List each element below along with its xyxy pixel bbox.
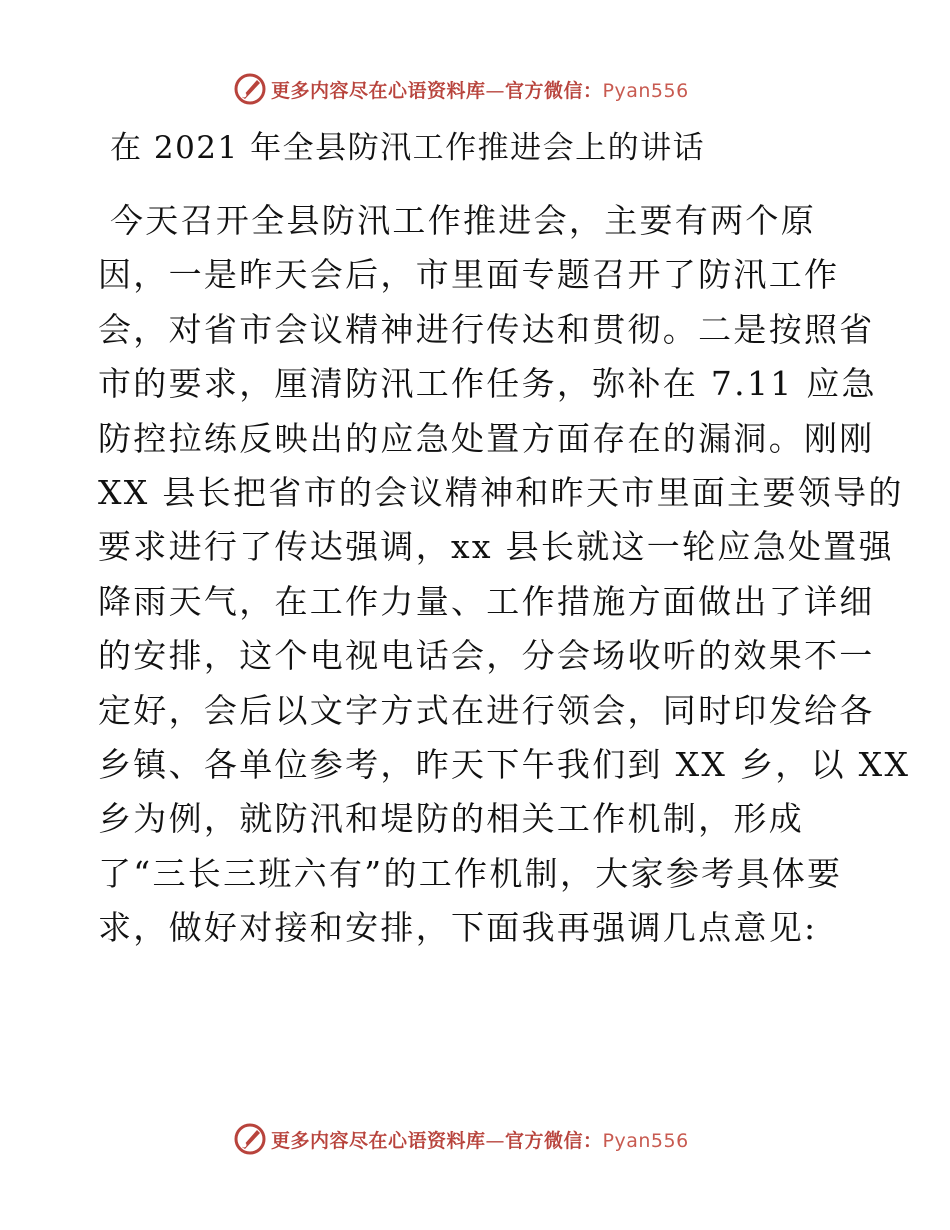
body-line: 今天召开全县防汛工作推进会，主要有两个原 bbox=[110, 201, 816, 240]
body-line: 求，做好对接和安排，下面我再强调几点意见: bbox=[98, 908, 818, 948]
watermark-label: 官方微信： bbox=[505, 1129, 603, 1152]
body-line: 要求进行了传达强调，xx 县长就这一轮应急处置强 bbox=[98, 527, 894, 567]
header-watermark bbox=[233, 72, 689, 106]
document-body bbox=[98, 194, 911, 955]
watermark-separator: — bbox=[485, 79, 506, 102]
watermark-account: Pyan556 bbox=[602, 79, 689, 102]
watermark-main-text: 更多内容尽在心语资料库 bbox=[271, 79, 486, 102]
body-line: 乡为例，就防汛和堤防的相关工作机制，形成 bbox=[98, 799, 804, 839]
body-line: 乡镇、各单位参考，昨天下午我们到 XX 乡，以 XX bbox=[98, 744, 911, 784]
watermark-label: 官方微信： bbox=[505, 79, 603, 102]
body-line: 定好，会后以文字方式在进行领会，同时印发给各 bbox=[98, 690, 875, 730]
footer-watermark bbox=[233, 1122, 689, 1156]
body-line: 防控拉练反映出的应急处置方面存在的漏洞。刚刚 bbox=[98, 418, 875, 458]
watermark-separator: — bbox=[485, 1129, 506, 1152]
watermark-main-text: 更多内容尽在心语资料库 bbox=[271, 1129, 486, 1152]
body-line: 市的要求，厘清防汛工作任务，弥补在 7.11 应急 bbox=[98, 364, 877, 404]
body-line: 的安排，这个电视电话会，分会场收听的效果不一 bbox=[98, 636, 875, 676]
body-line: 会，对省市会议精神进行传达和贯彻。二是按照省 bbox=[98, 309, 875, 349]
quill-logo-icon bbox=[233, 72, 267, 106]
body-line: XX 县长把省市的会议精神和昨天市里面主要领导的 bbox=[98, 472, 904, 512]
body-line: 因，一是昨天会后，市里面专题召开了防汛工作 bbox=[98, 255, 840, 295]
body-line: 了“三长三班六有”的工作机制，大家参考具体要 bbox=[98, 853, 843, 893]
body-line: 降雨天气，在工作力量、工作措施方面做出了详细 bbox=[98, 581, 875, 621]
document-title: 在 2021 年全县防汛工作推进会上的讲话 bbox=[110, 130, 706, 166]
quill-logo-icon bbox=[233, 1122, 267, 1156]
watermark-account: Pyan556 bbox=[602, 1129, 689, 1152]
